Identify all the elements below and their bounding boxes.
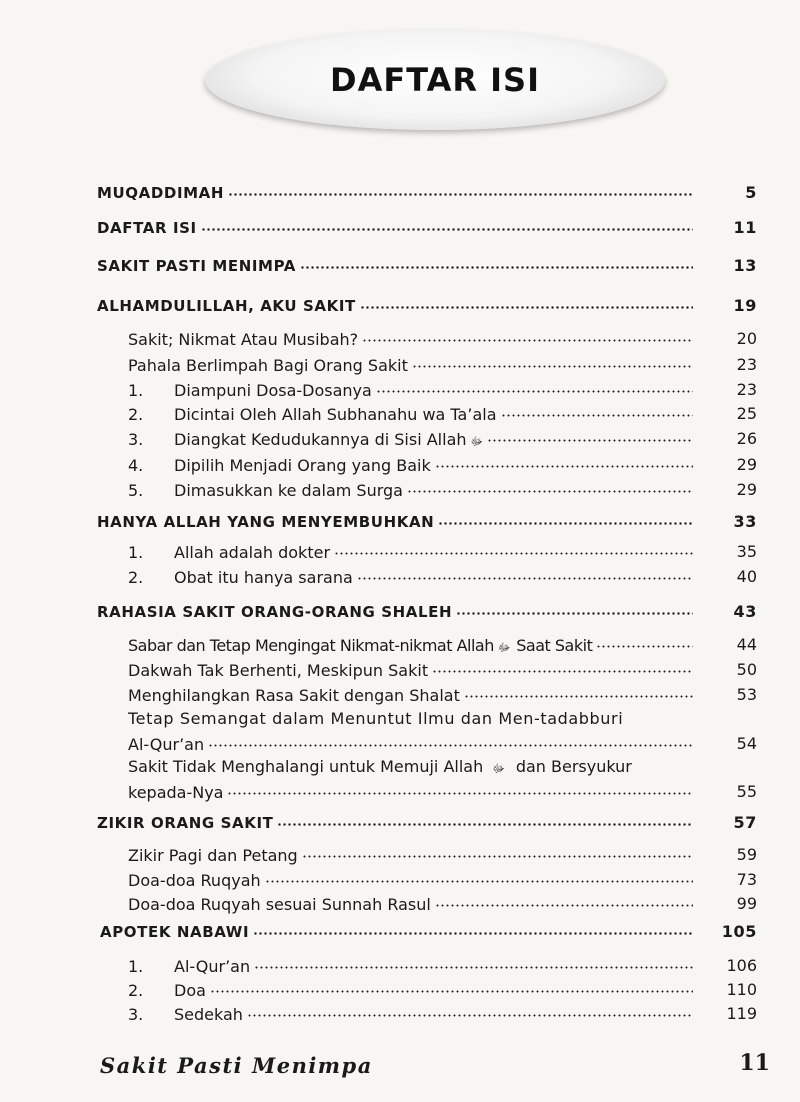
- toc-entry-first-line-continuation: dan Bersyukur: [515, 757, 632, 776]
- dot-leader: [362, 329, 693, 345]
- toc-entry-number: 2.: [128, 405, 144, 424]
- toc-page-number: 29: [736, 480, 757, 499]
- dot-leader: [438, 512, 693, 527]
- toc-page-number: 106: [726, 956, 757, 975]
- toc-entry-label: Zikir Pagi dan Petang: [128, 846, 298, 865]
- dot-leader: [596, 635, 693, 651]
- dot-leader: [334, 542, 693, 558]
- toc-page-number: 33: [733, 512, 757, 531]
- toc-heading-label: APOTEK NABAWI: [100, 923, 250, 941]
- toc-page-number: 29: [736, 455, 757, 474]
- dot-leader: [407, 480, 693, 496]
- toc-heading[interactable]: [100, 922, 757, 941]
- dot-leader: [277, 813, 693, 828]
- toc-entry-label: Dicintai Oleh Allah Subhanahu wa Ta’ala: [174, 405, 497, 424]
- dot-leader: [265, 870, 693, 886]
- toc-entry[interactable]: [128, 635, 757, 657]
- toc-entry-label: kepada-Nya: [128, 783, 224, 802]
- dot-leader: [501, 404, 694, 420]
- toc-entry-label-continuation: Saat Sakit: [516, 636, 593, 655]
- toc-page-number: 110: [726, 980, 757, 999]
- toc-heading[interactable]: [97, 183, 757, 202]
- toc-page-number: 55: [736, 782, 757, 801]
- dot-leader: [357, 567, 693, 583]
- toc-page-number: 35: [736, 542, 757, 561]
- toc-entry[interactable]: [128, 429, 757, 451]
- toc-entry[interactable]: [128, 660, 757, 680]
- dot-leader: [376, 380, 693, 396]
- dot-leader: [254, 956, 693, 972]
- dot-leader: [464, 685, 693, 701]
- toc-page-number: 59: [736, 845, 757, 864]
- toc-entry[interactable]: [128, 956, 757, 976]
- toc-entry-number: 1.: [128, 543, 144, 562]
- dot-leader: [302, 845, 693, 861]
- toc-entry-first-line: [128, 757, 632, 778]
- toc-page-number: 23: [736, 355, 757, 374]
- dot-leader: [208, 734, 693, 750]
- toc-heading[interactable]: [97, 296, 757, 315]
- toc-page-number: 44: [736, 635, 757, 654]
- toc-entry[interactable]: [128, 734, 757, 754]
- toc-page-number: 54: [736, 734, 757, 753]
- toc-page-number: 105: [721, 922, 757, 941]
- toc-entry-label: Obat itu hanya sarana: [174, 568, 353, 587]
- toc-entry[interactable]: [128, 542, 757, 562]
- toc-entry[interactable]: [128, 480, 757, 500]
- toc-entry[interactable]: [128, 782, 757, 802]
- toc-entry-first-line: Tetap Semangat dalam Menuntut Ilmu dan Men-tadabburi: [128, 709, 624, 728]
- toc-entry[interactable]: [128, 685, 757, 705]
- toc-entry[interactable]: [128, 894, 757, 914]
- dot-leader: [456, 602, 693, 617]
- dot-leader: [360, 296, 693, 311]
- toc-entry-number: 3.: [128, 430, 144, 449]
- toc-entry-label: Sabar dan Tetap Mengingat Nikmat-nikmat Allah: [128, 636, 494, 655]
- toc-entry[interactable]: [128, 355, 757, 375]
- toc-entry-label: Sedekah: [174, 1005, 243, 1024]
- toc-heading[interactable]: [97, 602, 757, 621]
- toc-page-number: 43: [733, 602, 757, 621]
- toc-entry-label: Menghilangkan Rasa Sakit dengan Shalat: [128, 686, 460, 705]
- toc-entry-label: Dipilih Menjadi Orang yang Baik: [174, 456, 431, 475]
- toc-heading[interactable]: [97, 512, 757, 531]
- arabic-honorific-glyph-icon: ﷻ: [492, 762, 505, 775]
- toc-page-number: 99: [736, 894, 757, 913]
- page-title: DAFTAR ISI: [330, 61, 540, 99]
- toc-page-number: 26: [736, 429, 757, 448]
- toc-page-number: 53: [736, 685, 757, 704]
- toc-page-number: 5: [745, 183, 757, 202]
- dot-leader: [412, 355, 693, 371]
- dot-leader: [247, 1004, 693, 1020]
- toc-page-number: 20: [736, 329, 757, 348]
- toc-entry[interactable]: [128, 455, 757, 475]
- toc-heading[interactable]: [97, 813, 757, 832]
- dot-leader: [253, 922, 693, 937]
- page-number: 11: [739, 1050, 770, 1076]
- toc-entry[interactable]: [128, 870, 757, 890]
- toc-entry-number: 4.: [128, 456, 144, 475]
- toc-page-number: 25: [736, 404, 757, 423]
- toc-entry-label: Diangkat Kedudukannya di Sisi Allah: [174, 430, 467, 449]
- toc-page-number: 57: [733, 813, 757, 832]
- toc-heading-label: RAHASIA SAKIT ORANG-ORANG SHALEH: [97, 603, 453, 621]
- toc-page-number: 50: [736, 660, 757, 679]
- toc-entry-number: 3.: [128, 1005, 144, 1024]
- toc-entry-number: 1.: [128, 381, 144, 400]
- dot-leader: [201, 218, 693, 233]
- toc-entry[interactable]: [128, 329, 757, 349]
- toc-entry-number: 5.: [128, 481, 144, 500]
- running-footer-book-title: Sakit Pasti Menimpa: [100, 1053, 373, 1078]
- toc-entry-label: Sakit; Nikmat Atau Musibah?: [128, 330, 359, 349]
- dot-leader: [435, 894, 693, 910]
- toc-page-number: 73: [736, 870, 757, 889]
- dot-leader: [210, 980, 693, 996]
- toc-page-number: 13: [733, 256, 757, 275]
- toc-entry[interactable]: [128, 1004, 757, 1024]
- dot-leader: [435, 455, 693, 471]
- toc-entry-label: Allah adalah dokter: [174, 543, 331, 562]
- toc-entry-label: Doa-doa Ruqyah sesuai Sunnah Rasul: [128, 895, 431, 914]
- toc-page-number: 11: [733, 218, 757, 237]
- toc-heading[interactable]: [97, 218, 757, 237]
- toc-entry-number: 1.: [128, 957, 144, 976]
- toc-entry[interactable]: [128, 845, 757, 865]
- toc-page-number: 40: [736, 567, 757, 586]
- arabic-honorific-glyph-icon: ﷻ: [470, 435, 483, 448]
- toc-heading-label: SAKIT PASTI MENIMPA: [97, 257, 296, 275]
- toc-entry-label: Dakwah Tak Berhenti, Meskipun Sakit: [128, 661, 429, 680]
- toc-heading-label: MUQADDIMAH: [97, 184, 225, 202]
- toc-heading-label: DAFTAR ISI: [97, 219, 197, 237]
- toc-entry-label: Doa: [174, 981, 206, 1000]
- toc-entry-label: Al-Qur’an: [174, 957, 251, 976]
- toc-entry-label: Pahala Berlimpah Bagi Orang Sakit: [128, 356, 408, 375]
- dot-leader: [300, 256, 693, 271]
- toc-entry-number: 2.: [128, 981, 144, 1000]
- dot-leader: [228, 183, 693, 198]
- toc-page-number: 119: [726, 1004, 757, 1023]
- toc-page-number: 19: [733, 296, 757, 315]
- toc-entry[interactable]: [128, 980, 757, 1000]
- dot-leader: [432, 660, 693, 676]
- toc-entry-number: 2.: [128, 568, 144, 587]
- toc-heading-label: ZIKIR ORANG SAKIT: [97, 814, 274, 832]
- toc-page-number: 23: [736, 380, 757, 399]
- toc-entry-label: Diampuni Dosa-Dosanya: [174, 381, 372, 400]
- toc-entry[interactable]: [128, 567, 757, 587]
- toc-entry-label: Al-Qur’an: [128, 735, 205, 754]
- toc-heading-label: HANYA ALLAH YANG MENYEMBUHKAN: [97, 513, 435, 531]
- toc-heading[interactable]: [97, 256, 757, 275]
- toc-entry-label: Dimasukkan ke dalam Surga: [174, 481, 403, 500]
- toc-entry[interactable]: [128, 380, 757, 400]
- dot-leader: [487, 429, 693, 445]
- toc-heading-label: ALHAMDULILLAH, AKU SAKIT: [97, 297, 356, 315]
- arabic-honorific-glyph-icon: ﷻ: [497, 641, 511, 654]
- toc-entry[interactable]: [128, 404, 757, 424]
- dot-leader: [227, 782, 693, 798]
- toc-entry-label: Doa-doa Ruqyah: [128, 871, 261, 890]
- toc-entry-first-line-text: Sakit Tidak Menghalangi untuk Memuji Allah: [128, 757, 484, 776]
